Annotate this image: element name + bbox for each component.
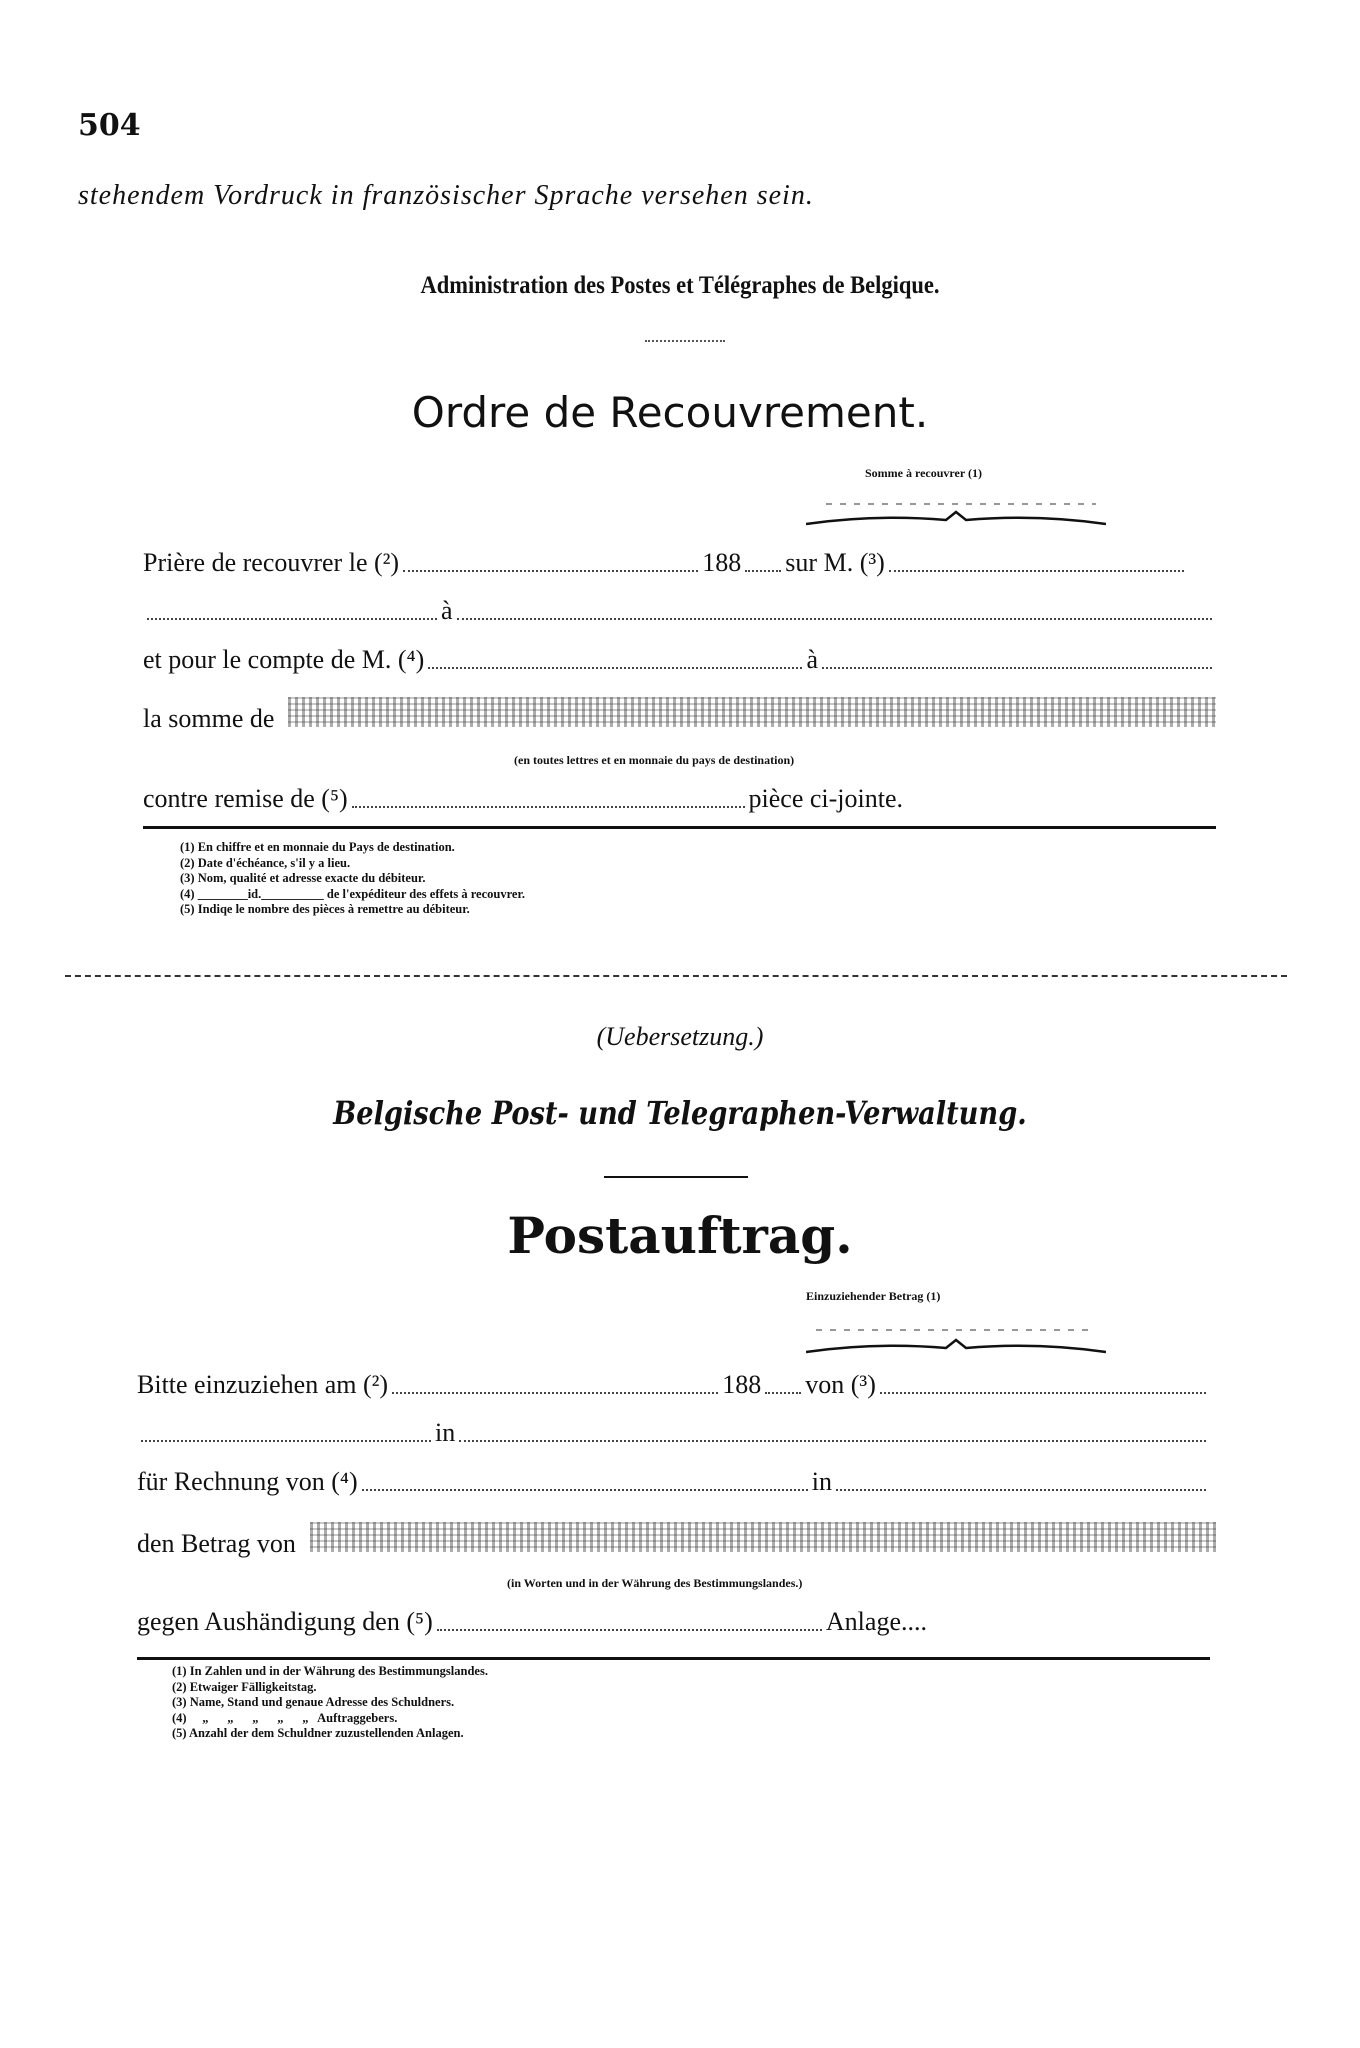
german-line-3 <box>137 1467 1210 1497</box>
german-line-2 <box>137 1418 1210 1448</box>
label: pièce ci-jointe. <box>748 784 903 813</box>
place-field[interactable] <box>459 1440 1206 1442</box>
page-number: 504 <box>78 108 141 143</box>
label: Anlage.... <box>825 1607 927 1636</box>
french-administration-heading: Administration des Postes et Télégraphes de Belgique. <box>420 272 940 299</box>
pieces-field[interactable] <box>352 806 745 808</box>
label: et pour le compte de M. (⁴) <box>143 645 425 674</box>
year-prefix: 188 <box>702 548 742 577</box>
date-field[interactable] <box>392 1392 718 1394</box>
german-amount-label: Einzuziehender Betrag (1) <box>806 1289 941 1303</box>
german-amount-note: (in Worten und in der Währung des Bestimmungslandes.) <box>507 1576 803 1590</box>
footnote: (2) Date d'échéance, s'il y a lieu. <box>180 855 351 870</box>
footnote: (3) Name, Stand und genaue Adresse des Schuldners. <box>172 1695 455 1709</box>
debtor-field[interactable] <box>880 1392 1206 1394</box>
label: contre remise de (⁵) <box>143 784 348 813</box>
label: von (³) <box>805 1370 876 1399</box>
attachments-field[interactable] <box>437 1629 822 1631</box>
footnote: (5) Anzahl der dem Schuldner zuzustellenden Anlagen. <box>172 1726 464 1740</box>
label: den Betrag von <box>137 1529 296 1558</box>
french-line-1 <box>143 548 1188 578</box>
label: sur M. (³) <box>785 548 885 577</box>
label: gegen Aushändigung den (⁵) <box>137 1607 433 1636</box>
amount-words-field[interactable] <box>288 697 1216 727</box>
label: à <box>806 645 818 674</box>
french-line-5 <box>143 784 903 814</box>
divider <box>645 340 725 342</box>
footnote: (3) Nom, qualité et adresse exacte du débiteur. <box>180 871 426 885</box>
amount-brace <box>806 1326 1106 1358</box>
footnote: (5) Indiqe le nombre des pièces à remettre au débiteur. <box>180 902 470 916</box>
label: für Rechnung von (⁴) <box>137 1467 358 1496</box>
footnote: (4) ________id.__________ de l'expéditeur des effets à recouvrer. <box>180 886 525 901</box>
rule <box>137 1657 1210 1660</box>
footnote: (1) En chiffre et en monnaie du Pays de destination. <box>180 840 455 854</box>
french-line-3 <box>143 645 1216 675</box>
divider <box>604 1176 748 1178</box>
french-line-2 <box>143 596 1216 626</box>
year-prefix: 188 <box>722 1370 762 1399</box>
german-line-5 <box>137 1607 927 1637</box>
label: Bitte einzuziehen am (²) <box>137 1370 389 1399</box>
cut-line <box>65 975 1287 977</box>
intro-line: stehendem Vordruck in französischer Sprache versehen sein. <box>78 180 814 211</box>
german-line-1 <box>137 1370 1210 1400</box>
amount-brace <box>806 500 1106 530</box>
label: à <box>441 596 453 625</box>
footnote: (4) „ „ „ „ „ Auftraggebers. <box>172 1710 398 1725</box>
french-amount-note: (en toutes lettres et en monnaie du pays de destination) <box>514 753 795 767</box>
amount-words-field[interactable] <box>310 1522 1216 1552</box>
german-administration-heading: Belgische Post- und Telegraphen-Verwaltung. <box>333 1094 1027 1132</box>
german-footnotes <box>172 1664 488 1742</box>
footnote: (2) Etwaiger Fälligkeitstag. <box>172 1679 317 1694</box>
label: la somme de <box>143 704 275 733</box>
debtor-field[interactable] <box>889 570 1184 572</box>
german-line-4 <box>137 1522 1216 1559</box>
account-field[interactable] <box>362 1489 808 1491</box>
french-footnotes <box>180 840 525 918</box>
german-form-title: Postauftrag. <box>507 1206 853 1265</box>
french-form-title: Ordre de Recouvrement. <box>411 388 929 437</box>
label: in <box>811 1467 832 1496</box>
rule <box>143 826 1216 829</box>
footnote: (1) In Zahlen und in der Währung des Bestimmungslandes. <box>172 1664 488 1678</box>
place-field[interactable] <box>457 618 1212 620</box>
label: Prière de recouvrer le (²) <box>143 548 400 577</box>
date-field[interactable] <box>403 570 698 572</box>
year-field[interactable] <box>765 1392 801 1394</box>
debtor-field-cont[interactable] <box>141 1440 431 1442</box>
year-field[interactable] <box>745 570 781 572</box>
label: in <box>435 1418 456 1447</box>
french-amount-label: Somme à recouvrer (1) <box>865 466 982 480</box>
place-field[interactable] <box>822 667 1212 669</box>
place-field[interactable] <box>836 1489 1206 1491</box>
debtor-field-cont[interactable] <box>147 618 437 620</box>
french-line-4 <box>143 697 1216 734</box>
account-field[interactable] <box>428 667 802 669</box>
translation-label: (Uebersetzung.) <box>596 1022 764 1051</box>
